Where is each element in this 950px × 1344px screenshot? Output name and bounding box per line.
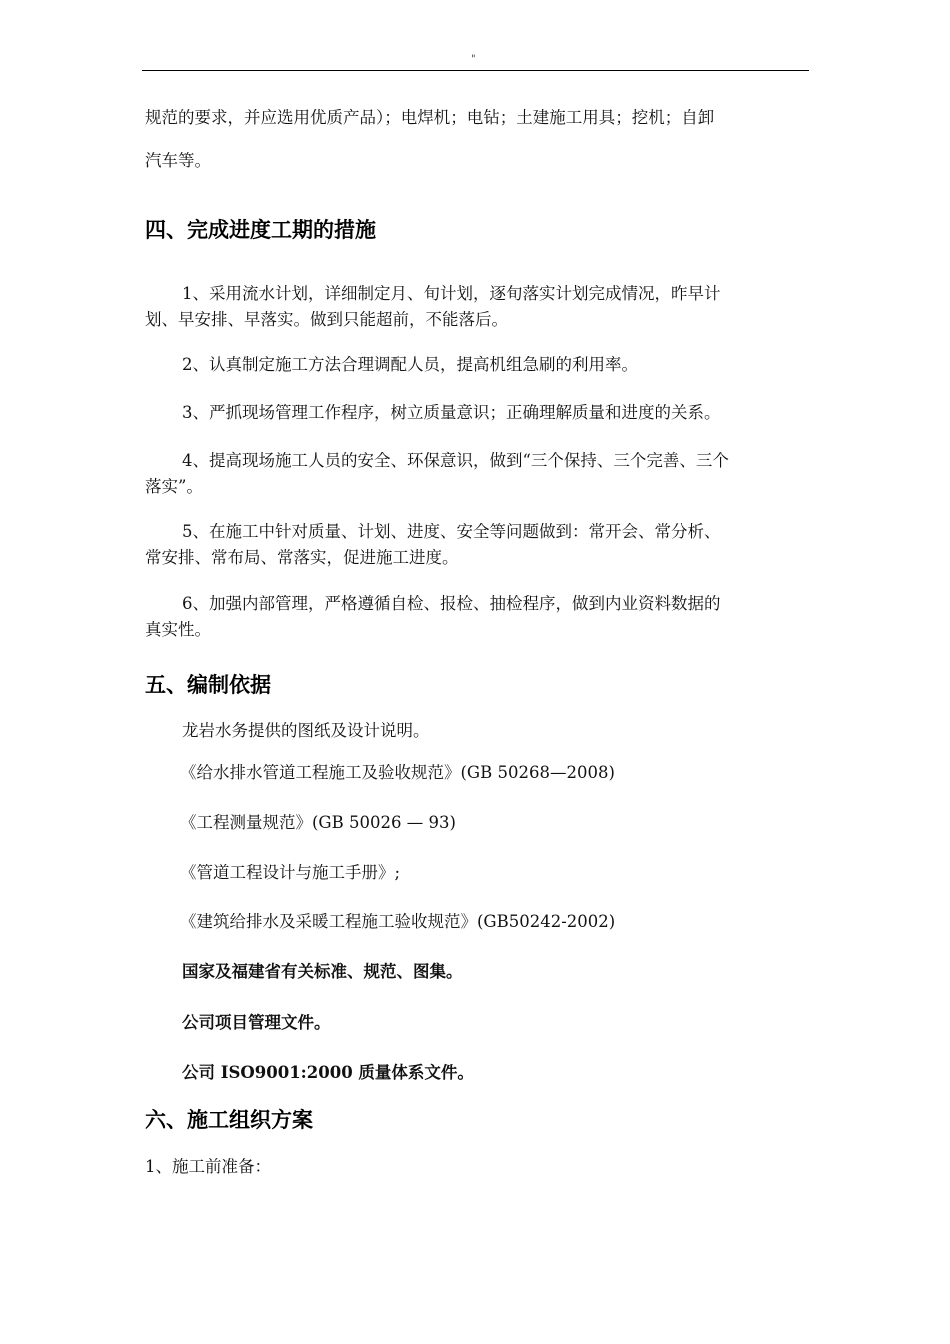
section-4-heading: 四、完成进度工期的措施	[145, 218, 376, 242]
intro-line-1: 规范的要求，并应选用优质产品）；电焊机；电钻；土建施工用具；挖机；自卸	[145, 108, 715, 127]
basis-item-6: 国家及福建省有关标准、规范、图集。	[182, 962, 463, 981]
basis-item-1: 龙岩水务提供的图纸及设计说明。	[182, 721, 430, 740]
section-4-item-6-line-2: 真实性。	[145, 620, 211, 639]
header-mark: "	[471, 54, 476, 65]
basis-item-8: 公司 ISO9001:2000 质量体系文件。	[182, 1063, 474, 1082]
section-4-item-5-line-2: 常安排、常布局、常落实，促进施工进度。	[145, 548, 459, 567]
basis-item-3: 《工程测量规范》(GB 50026 — 93)	[180, 813, 456, 832]
intro-line-2: 汽车等。	[145, 151, 211, 170]
section-4-item-1-line-2: 划、早安排、早落实。做到只能超前，不能落后。	[145, 310, 508, 329]
basis-item-5: 《建筑给排水及采暖工程施工验收规范》(GB50242-2002)	[180, 912, 616, 931]
section-4-item-2: 2、认真制定施工方法合理调配人员，提高机组急刷的利用率。	[182, 355, 638, 374]
section-4-item-1-line-1: 1、采用流水计划，详细制定月、旬计划，逐旬落实计划完成情况，昨早计	[182, 284, 721, 303]
basis-item-7: 公司项目管理文件。	[182, 1013, 331, 1032]
section-6-item-1: 1、施工前准备：	[145, 1157, 271, 1176]
section-5-heading: 五、编制依据	[145, 673, 271, 697]
basis-item-2: 《给水排水管道工程施工及验收规范》(GB 50268—2008)	[180, 763, 615, 782]
header-rule	[142, 70, 809, 71]
section-4-item-4-line-1: 4、提高现场施工人员的安全、环保意识，做到“三个保持、三个完善、三个	[182, 451, 729, 470]
basis-item-4: 《管道工程设计与施工手册》;	[180, 863, 401, 882]
section-4-item-4-line-2: 落实”。	[145, 477, 203, 496]
section-4-item-6-line-1: 6、加强内部管理，严格遵循自检、报检、抽检程序，做到内业资料数据的	[182, 594, 721, 613]
section-4-item-5-line-1: 5、在施工中针对质量、计划、进度、安全等问题做到：常开会、常分析、	[182, 522, 721, 541]
section-6-heading: 六、施工组织方案	[145, 1108, 313, 1132]
section-4-item-3: 3、严抓现场管理工作程序，树立质量意识；正确理解质量和进度的关系。	[182, 403, 721, 422]
